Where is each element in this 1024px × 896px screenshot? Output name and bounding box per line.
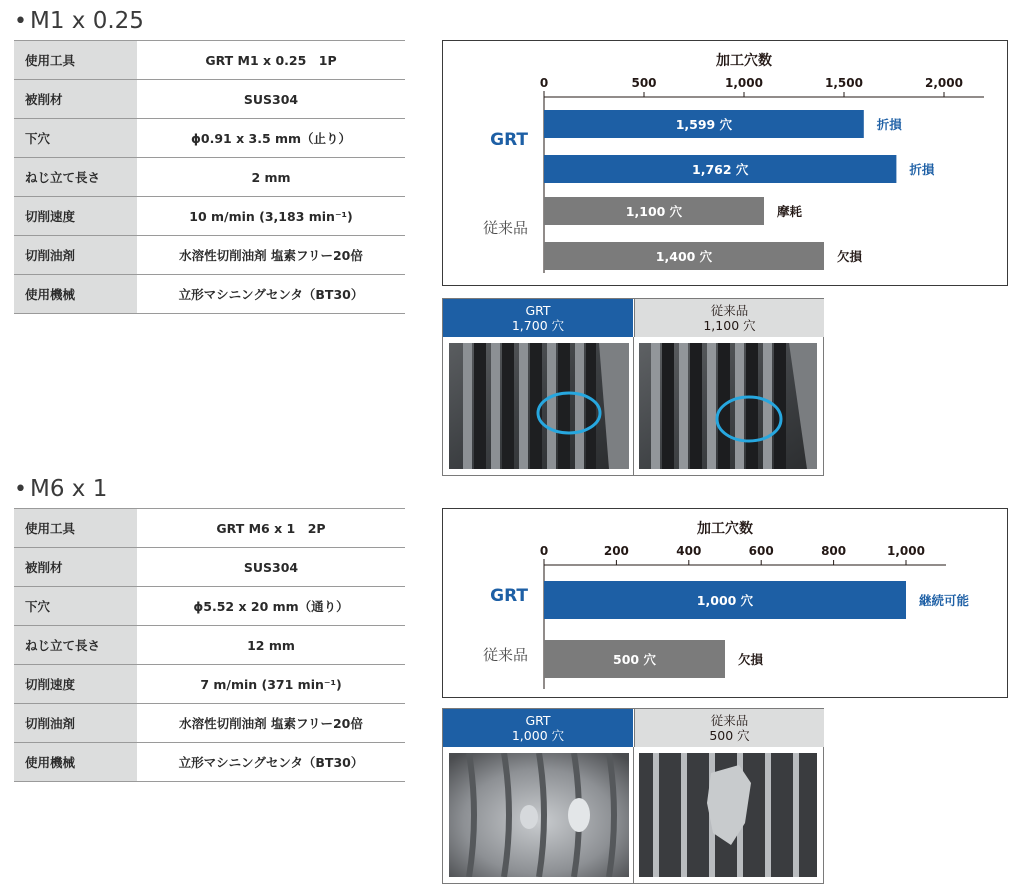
spec-key: 使用機械 <box>14 743 137 782</box>
bar-value-label: 1,400 穴 <box>655 249 713 264</box>
spec-value: 2 mm <box>137 158 405 197</box>
photo-header-conventional: 従来品 1,100 穴 <box>634 299 824 337</box>
spec-value: 立形マシニングセンタ（BT30） <box>137 743 405 782</box>
section-title-m1: • M1 x 0.25 <box>14 8 144 34</box>
spec-value: GRT M1 x 0.25 1P <box>137 41 405 80</box>
spec-row-coolant <box>14 704 405 743</box>
spec-key: ねじ立て長さ <box>14 626 137 665</box>
photo-header-conventional: 従来品 500 穴 <box>634 709 824 747</box>
spec-key: 切削速度 <box>14 197 137 236</box>
bar-value-label: 500 穴 <box>613 652 656 667</box>
photo-header-grt: GRT 1,000 穴 <box>443 709 633 747</box>
spec-row-speed <box>14 197 405 236</box>
spec-row-tool <box>14 41 405 80</box>
bar-note: 欠損 <box>837 249 863 264</box>
group-label: 従来品 <box>482 646 528 664</box>
spec-row-machine <box>14 275 405 314</box>
group-label: GRT <box>490 130 528 150</box>
spec-key: 使用工具 <box>14 509 137 548</box>
spec-table-m6 <box>14 508 405 782</box>
chart-title: 加工穴数 <box>716 53 772 69</box>
bar-note: 折損 <box>876 117 902 132</box>
bar-value-label: 1,762 穴 <box>692 162 749 177</box>
x-tick-label: 2,000 <box>925 76 963 90</box>
x-tick-label: 200 <box>603 544 629 558</box>
x-tick-label: 1,500 <box>825 76 863 90</box>
bar-note: 継続可能 <box>919 593 970 608</box>
spec-value: ϕ0.91 x 3.5 mm（止り） <box>137 119 405 158</box>
x-tick-label: 1,000 <box>725 76 763 90</box>
x-tick-label: 400 <box>676 544 702 558</box>
chart-m1-svg <box>443 41 1007 285</box>
x-tick-label: 0 <box>539 544 549 558</box>
group-label: GRT <box>490 586 528 606</box>
spec-value: 立形マシニングセンタ（BT30） <box>137 275 405 314</box>
spec-row-tap-length <box>14 158 405 197</box>
spec-key: 被削材 <box>14 548 137 587</box>
photo-compare-m6 <box>442 708 824 884</box>
tap-photo-conventional <box>639 343 817 469</box>
tap-photo-conventional <box>639 753 817 877</box>
spec-value: GRT M6 x 1 2P <box>137 509 405 548</box>
tap-photo-grt <box>449 343 629 469</box>
bar-note: 欠損 <box>738 652 764 667</box>
spec-key: 使用機械 <box>14 275 137 314</box>
x-tick-label: 0 <box>539 76 549 90</box>
chart-m6 <box>442 508 1008 698</box>
spec-value: 10 m/min (3,183 min⁻¹) <box>137 197 405 236</box>
spec-row-coolant <box>14 236 405 275</box>
spec-value: 7 m/min (371 min⁻¹) <box>137 665 405 704</box>
spec-row-material <box>14 80 405 119</box>
bar-note: 摩耗 <box>777 204 803 219</box>
spec-value: SUS304 <box>137 80 405 119</box>
x-tick-label: 600 <box>748 544 774 558</box>
spec-value: 12 mm <box>137 626 405 665</box>
bar-note: 折損 <box>909 162 935 177</box>
spec-value: 水溶性切削油剤 塩素フリー20倍 <box>137 236 405 275</box>
bar-value-label: 1,100 穴 <box>625 204 683 219</box>
spec-key: 切削油剤 <box>14 704 137 743</box>
spec-key: 下穴 <box>14 119 137 158</box>
spec-key: ねじ立て長さ <box>14 158 137 197</box>
spec-table-m1 <box>14 40 405 314</box>
photo-compare-m1 <box>442 298 824 476</box>
section-title-m6: • M6 x 1 <box>14 476 108 502</box>
spec-row-tap-length <box>14 626 405 665</box>
spec-row-material <box>14 548 405 587</box>
tap-photo-grt <box>449 753 629 877</box>
spec-row-speed <box>14 665 405 704</box>
spec-key: 切削速度 <box>14 665 137 704</box>
chart-m1 <box>442 40 1008 286</box>
group-label: 従来品 <box>482 219 528 237</box>
chart-m6-svg <box>443 509 1007 697</box>
x-tick-label: 1,000 <box>887 544 925 558</box>
bar-value-label: 1,000 穴 <box>696 593 754 608</box>
spec-value: 水溶性切削油剤 塩素フリー20倍 <box>137 704 405 743</box>
spec-row-pilot-hole <box>14 587 405 626</box>
chart-title: 加工穴数 <box>697 521 753 537</box>
spec-row-pilot-hole <box>14 119 405 158</box>
bar-value-label: 1,599 穴 <box>675 117 733 132</box>
spec-key: 被削材 <box>14 80 137 119</box>
photo-header-grt: GRT 1,700 穴 <box>443 299 633 337</box>
spec-row-tool <box>14 509 405 548</box>
x-tick-label: 800 <box>821 544 847 558</box>
x-tick-label: 500 <box>631 76 657 90</box>
spec-value: ϕ5.52 x 20 mm（通り） <box>137 587 405 626</box>
spec-key: 下穴 <box>14 587 137 626</box>
spec-key: 使用工具 <box>14 41 137 80</box>
spec-row-machine <box>14 743 405 782</box>
spec-key: 切削油剤 <box>14 236 137 275</box>
spec-value: SUS304 <box>137 548 405 587</box>
